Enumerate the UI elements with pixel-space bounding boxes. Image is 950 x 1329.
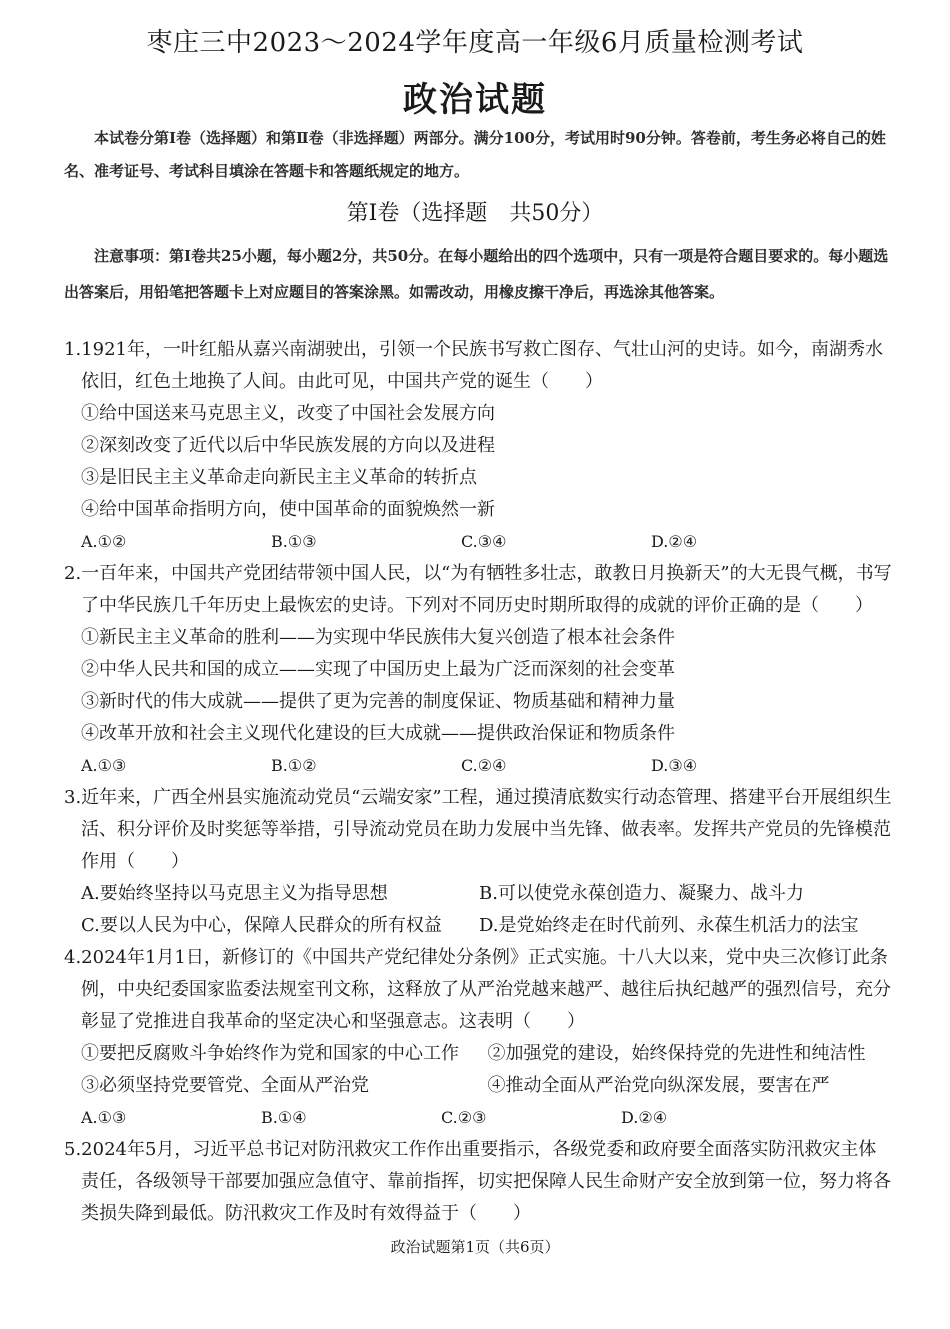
option-d: D.是党始终走在时代前列、永葆生机活力的法宝 — [479, 915, 859, 936]
option-a: A.①③ — [81, 756, 127, 775]
option-d: D.②④ — [621, 1108, 668, 1127]
option-c: C.③④ — [461, 532, 507, 551]
intro-paragraph: 本试卷分第Ⅰ卷（选择题）和第Ⅱ卷（非选择题）两部分。满分100分，考试用时90分钟。答卷前，考生务必将自己的姓名、准考证号、考试科目填涂在答题卡和答题纸规定的地方。 — [64, 129, 886, 180]
question-2 — [64, 558, 894, 782]
question-stem: 1.1921年，一叶红船从嘉兴南湖驶出，引领一个民族书写救亡图存、气壮山河的史诗。如今，南湖秀水依旧，红色土地换了人间。由此可见，中国共产党的诞生（ ） — [64, 339, 883, 392]
subject-title: 政治试题 — [403, 80, 547, 120]
statement-item: ①要把反腐败斗争始终作为党和国家的中心工作 — [81, 1043, 459, 1064]
statement-list — [64, 622, 894, 750]
option-a: A.①③ — [81, 1108, 127, 1127]
question-4 — [64, 942, 894, 1134]
statement-item: ④改革开放和社会主义现代化建设的巨大成就——提供政治保证和物质条件 — [81, 723, 675, 744]
statement-item: ③新时代的伟大成就——提供了更为完善的制度保证、物质基础和精神力量 — [81, 691, 675, 712]
statement-item: ④推动全面从严治党向纵深发展，要害在严 — [487, 1075, 830, 1096]
question-stem: 3.近年来，广西全州县实施流动党员“云端安家”工程，通过摸清底数实行动态管理、搭建平台开展组织生活、积分评价及时奖惩等举措，引导流动党员在助力发展中当先锋、做表率。发挥共产党员的先锋模范作用（ ） — [64, 787, 892, 872]
option-d: D.②④ — [651, 532, 698, 551]
option-c: C.②③ — [441, 1108, 487, 1127]
option-b: B.①④ — [261, 1108, 307, 1127]
question-stem: 4.2024年1月1日，新修订的《中国共产党纪律处分条例》正式实施。十八大以来，党中央三次修订此条例，中央纪委国家监委法规室刊文称，这释放了从严治党越来越严、越往后执纪越严的强烈信号，充分彰显了党推进自我革命的坚定决心和坚强意志。这表明（ ） — [64, 947, 891, 1032]
answer-options — [64, 526, 894, 558]
option-a: A.①② — [81, 532, 127, 551]
statement-item: ①新民主主义革命的胜利——为实现中华民族伟大复兴创造了根本社会条件 — [81, 627, 675, 648]
option-c: C.要以人民为中心，保障人民群众的所有权益 — [81, 915, 442, 936]
option-c: C.②④ — [461, 756, 507, 775]
option-b: B.①③ — [271, 532, 317, 551]
notice-paragraph: 注意事项：第Ⅰ卷共25小题，每小题2分，共50分。在每小题给出的四个选项中，只有一项是符合题目要求的。每小题选出答案后，用铅笔把答题卡上对应题目的答案涂黑。如需改动，用橡皮擦干净后，再选涂其他答案。 — [64, 247, 889, 301]
option-b: B.可以使党永葆创造力、凝聚力、战斗力 — [479, 883, 804, 904]
statement-item: ③是旧民主主义革命走向新民主主义革命的转折点 — [81, 467, 477, 488]
statement-item: ④给中国革命指明方向，使中国革命的面貌焕然一新 — [81, 499, 495, 520]
statement-item: ②加强党的建设，始终保持党的先进性和纯洁性 — [487, 1043, 866, 1064]
statement-item: ②深刻改变了近代以后中华民族发展的方向以及进程 — [81, 435, 495, 456]
school-title: 枣庄三中2023～2024学年度高一年级6月质量检测考试 — [146, 28, 804, 58]
answer-options — [64, 878, 894, 942]
section-title: 第Ⅰ卷（选择题 共50分） — [346, 201, 604, 226]
question-list — [64, 334, 894, 1230]
statement-item: ①给中国送来马克思主义，改变了中国社会发展方向 — [81, 403, 495, 424]
option-b: B.①② — [271, 756, 317, 775]
statement-list — [64, 398, 894, 526]
question-stem: 5.2024年5月，习近平总书记对防汛救灾工作作出重要指示，各级党委和政府要全面落实防汛救灾主体责任，各级领导干部要加强应急值守、靠前指挥，切实把保障人民生命财产安全放到第一位，努力将各类损失降到最低。防汛救灾工作及时有效得益于（ ） — [64, 1139, 891, 1224]
answer-options — [64, 1102, 894, 1134]
statement-item: ③必须坚持党要管党、全面从严治党 — [81, 1075, 369, 1096]
question-5 — [64, 1134, 894, 1230]
statement-item: ②中华人民共和国的成立——实现了中国历史上最为广泛而深刻的社会变革 — [81, 659, 675, 680]
option-a: A.要始终坚持以马克思主义为指导思想 — [81, 883, 388, 904]
question-1 — [64, 334, 894, 558]
answer-options — [64, 750, 894, 782]
statement-list — [64, 1038, 894, 1102]
option-d: D.③④ — [651, 756, 698, 775]
question-3 — [64, 782, 894, 942]
page-footer: 政治试题第1页（共6页） — [390, 1238, 560, 1256]
question-stem: 2.一百年来，中国共产党团结带领中国人民，以“为有牺牲多壮志，敢教日月换新天”的大无畏气概，书写了中华民族几千年历史上最恢宏的史诗。下列对不同历史时期所取得的成就的评价正确的是（ ） — [64, 563, 892, 616]
